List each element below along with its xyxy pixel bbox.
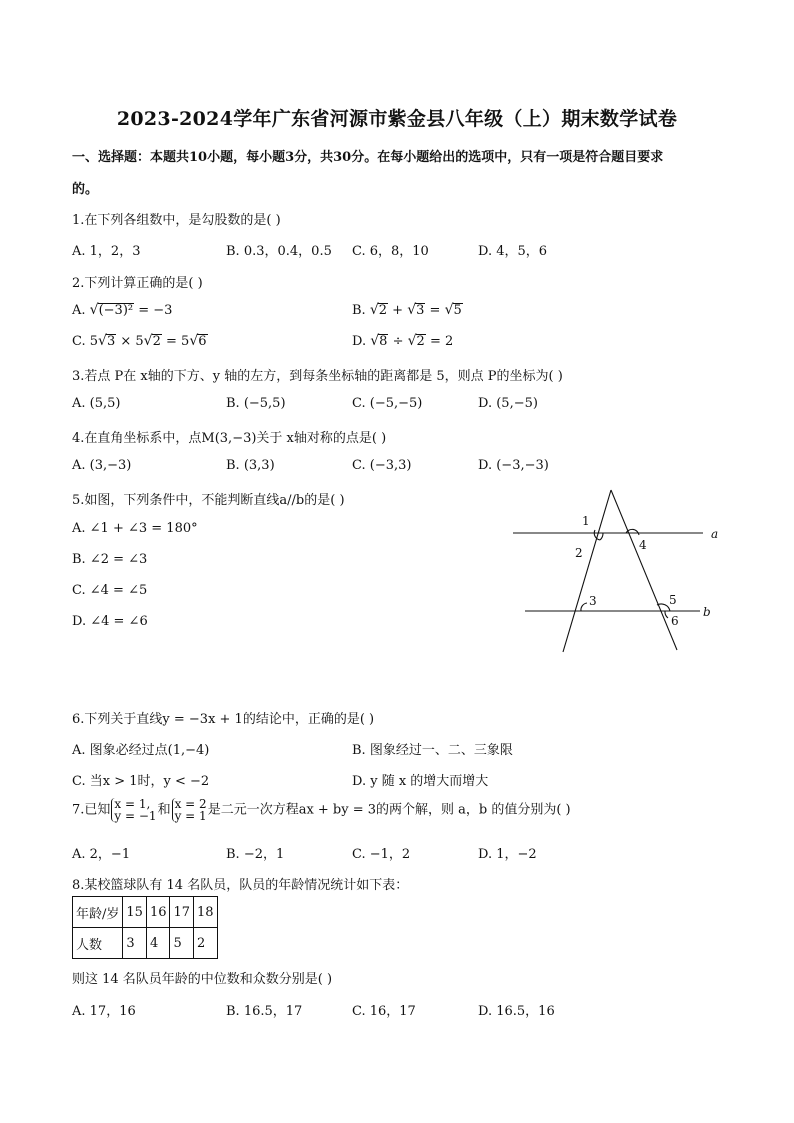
question-5-stem: 5.如图，下列条件中，不能判断直线a//b的是( ): [72, 493, 345, 508]
question-8-stem: 8.某校篮球队有 14 名队员，队员的年龄情况统计如下表：: [72, 878, 409, 893]
page-title: 2023-2024学年广东省河源市紫金县八年级（上）期末数学试卷: [116, 108, 678, 130]
q6-option-a[interactable]: A. 图象必经过点(1,−4): [72, 743, 210, 758]
angle-arc: [600, 533, 603, 540]
q2-option-c[interactable]: C. 5√3 × 5√2 = 5√6: [72, 333, 207, 349]
q1-option-a[interactable]: A. 1，2，3: [72, 244, 141, 259]
q7-pre: 7.已知: [72, 802, 111, 818]
angle-label-2: 2: [575, 546, 583, 560]
age-table: [72, 896, 218, 959]
q3-option-d[interactable]: D. (5,−5): [478, 396, 538, 411]
line-label-a: a: [711, 527, 719, 541]
equation-system-1: [111, 798, 156, 822]
q8-option-a[interactable]: A. 17，16: [72, 1004, 136, 1019]
question-3-stem: 3.若点 P在 x轴的下方、y 轴的左方，到每条坐标轴的距离都是 5，则点 P的坐标为( ): [72, 369, 563, 384]
q8-option-d[interactable]: D. 16.5，16: [478, 1004, 555, 1019]
table-cell: 15: [123, 897, 147, 928]
q7-option-c[interactable]: C. −1，2: [352, 847, 411, 862]
angle-label-5: 5: [669, 593, 677, 607]
q7-mid: 和: [157, 802, 171, 818]
question-6-stem: 6.下列关于直线y = −3x + 1的结论中，正确的是( ): [72, 712, 375, 727]
q6-option-d[interactable]: D. y 随 x 的增大而增大: [352, 774, 489, 789]
table-row: [73, 897, 218, 928]
angle-label-6: 6: [671, 614, 679, 628]
system-1-line-2: y = −1: [114, 809, 157, 823]
q7-option-a[interactable]: A. 2，−1: [72, 847, 131, 862]
transversal-right: [611, 490, 677, 650]
question-8-followup: 则这 14 名队员年龄的中位数和众数分别是( ): [72, 972, 333, 987]
question-7-stem: [72, 798, 571, 822]
q5-option-d[interactable]: D. ∠4 = ∠6: [72, 614, 148, 629]
system-2-line-1: x = 2: [174, 797, 207, 811]
angle-label-3: 3: [589, 594, 597, 608]
system-2-line-2: y = 1: [174, 809, 207, 823]
question-2-stem: 2.下列计算正确的是( ): [72, 276, 203, 291]
angle-label-4: 4: [639, 538, 647, 552]
q3-option-c[interactable]: C. (−5,−5): [352, 396, 423, 411]
equation-system-2: [172, 798, 207, 822]
angle-label-1: 1: [582, 514, 590, 528]
question-4-stem: 4.在直角坐标系中，点M(3,−3)关于 x轴对称的点是( ): [72, 431, 387, 446]
line-label-b: b: [703, 605, 711, 619]
q6-option-c[interactable]: C. 当x > 1时，y < −2: [72, 774, 210, 789]
table-cell: 16: [146, 897, 170, 928]
q3-option-a[interactable]: A. (5,5): [72, 396, 121, 411]
table-cell: 5: [170, 928, 194, 959]
table-row: [73, 928, 218, 959]
section-heading-cont: 的。: [72, 182, 99, 197]
q2-option-a[interactable]: A. √(−3)² = −3: [72, 302, 173, 318]
angle-arc: [581, 603, 587, 611]
system-1-line-1: x = 1,: [114, 797, 151, 811]
q1-option-c[interactable]: C. 6，8，10: [352, 244, 429, 259]
q8-option-b[interactable]: B. 16.5，17: [226, 1004, 303, 1019]
table-cell: 18: [194, 897, 218, 928]
q4-option-d[interactable]: D. (−3,−3): [478, 458, 549, 473]
q5-option-c[interactable]: C. ∠4 = ∠5: [72, 583, 148, 598]
q8-option-c[interactable]: C. 16，17: [352, 1004, 416, 1019]
section-heading: 一、选择题：本题共10小题，每小题3分，共30分。在每小题给出的选项中，只有一项是符合题目要求: [72, 150, 664, 165]
q4-option-a[interactable]: A. (3,−3): [72, 458, 132, 473]
q5-option-b[interactable]: B. ∠2 = ∠3: [72, 552, 148, 567]
q4-option-b[interactable]: B. (3,3): [226, 458, 275, 473]
table-cell: 2: [194, 928, 218, 959]
q5-option-a[interactable]: A. ∠1 + ∠3 = 180°: [72, 521, 198, 536]
table-cell: 4: [146, 928, 170, 959]
q2-option-d[interactable]: D. √8 ÷ √2 = 2: [352, 333, 454, 349]
table-header-cell: 人数: [73, 928, 123, 959]
q2-option-b[interactable]: B. √2 + √3 = √5: [352, 302, 462, 318]
q7-option-d[interactable]: D. 1，−2: [478, 847, 537, 862]
q7-option-b[interactable]: B. −2，1: [226, 847, 285, 862]
table-header-cell: 年龄/岁: [73, 897, 123, 928]
q7-post: 是二元一次方程ax + by = 3的两个解，则 a，b 的值分别为( ): [207, 802, 571, 818]
q1-option-b[interactable]: B. 0.3，0.4，0.5: [226, 244, 332, 259]
table-cell: 3: [123, 928, 147, 959]
table-cell: 17: [170, 897, 194, 928]
q6-option-b[interactable]: B. 图象经过一、二、三象限: [352, 743, 513, 758]
q1-option-d[interactable]: D. 4，5，6: [478, 244, 548, 259]
q3-option-b[interactable]: B. (−5,5): [226, 396, 286, 411]
parallel-lines-figure: [505, 485, 735, 660]
question-1-stem: 1.在下列各组数中，是勾股数的是( ): [72, 213, 281, 228]
q4-option-c[interactable]: C. (−3,3): [352, 458, 412, 473]
angle-arc: [665, 611, 668, 618]
